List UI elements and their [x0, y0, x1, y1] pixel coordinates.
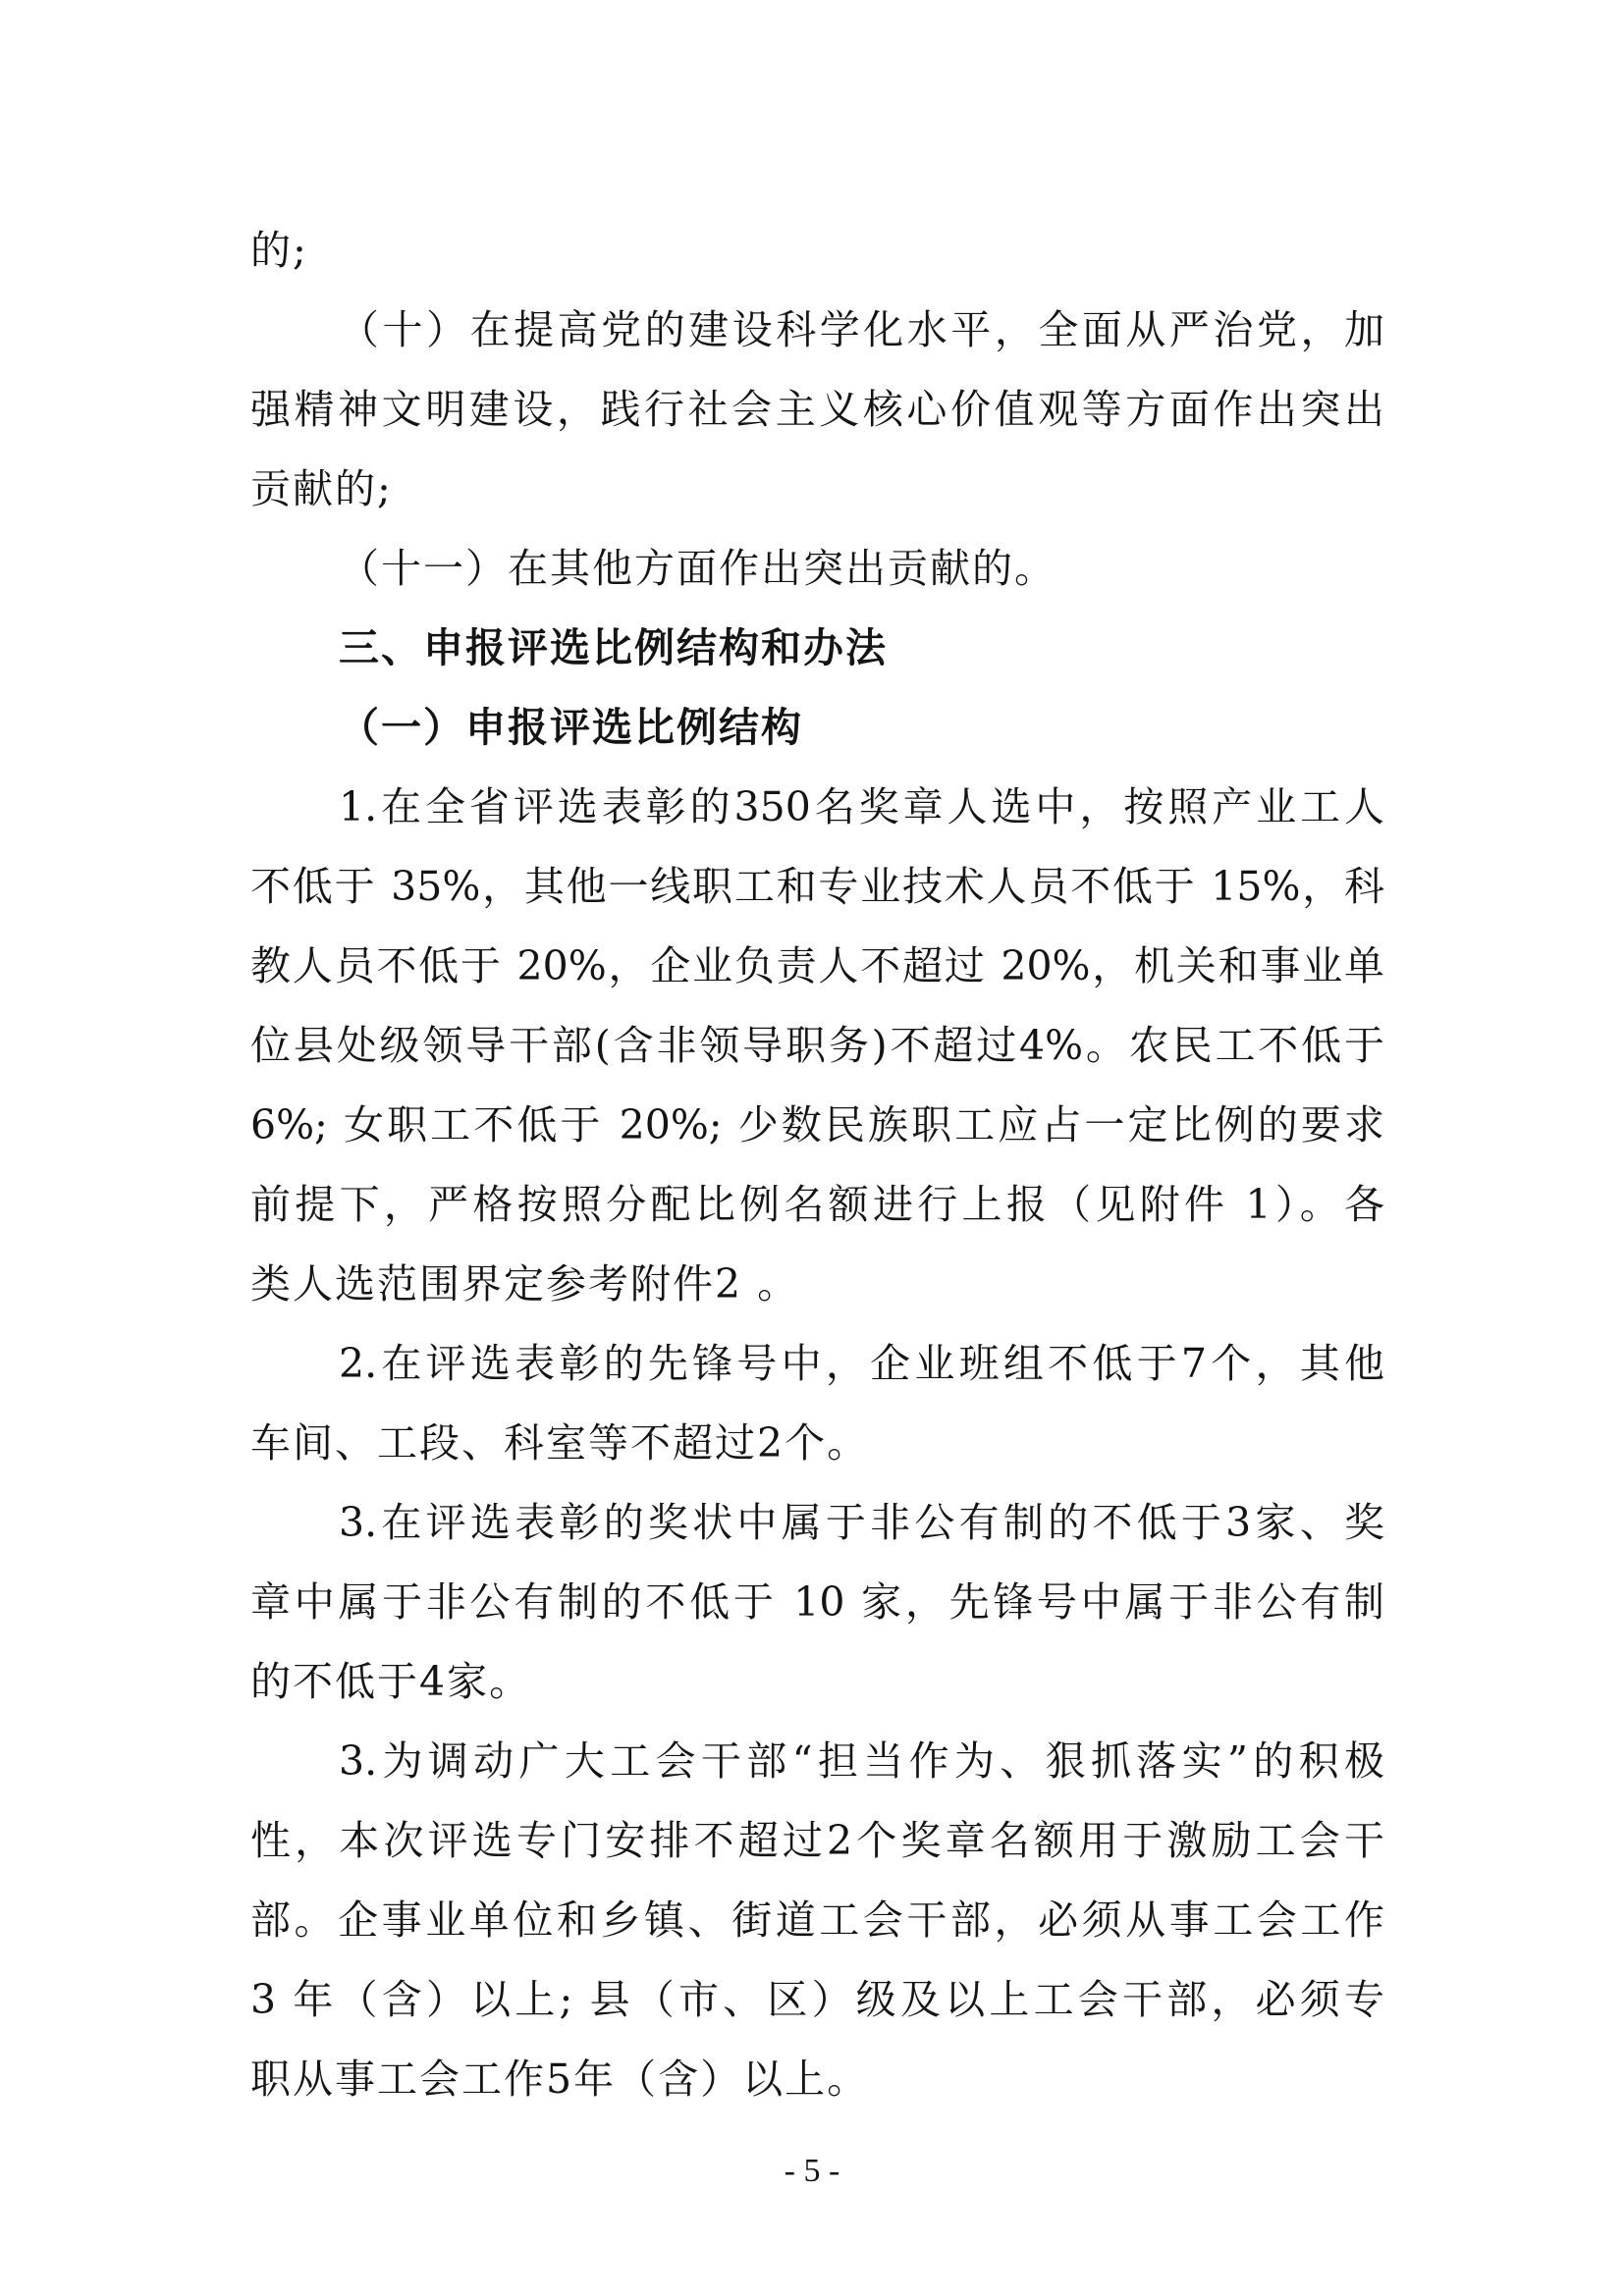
text-line: 部。企事业单位和乡镇、街道工会干部，必须从事工会工作	[250, 1896, 1384, 1944]
text-line: 3.在评选表彰的奖状中属于非公有制的不低于3家、奖	[339, 1499, 1384, 1546]
paragraph-rule-3b	[250, 1722, 1384, 2119]
text-line: 车间、工段、科室等不超过2个。	[250, 1419, 870, 1467]
text-line: 6%; 女职工不低于 20%; 少数民族职工应占一定比例的要求	[250, 1101, 1384, 1148]
text-line: 类人选范围界定参考附件2 。	[250, 1260, 800, 1308]
paragraph-rule-3	[250, 1483, 1384, 1722]
text-line: 章中属于非公有制的不低于 10 家，先锋号中属于非公有制	[250, 1578, 1384, 1626]
text-line: 3 年（含）以上; 县（市、区）级及以上工会干部，必须专	[250, 1976, 1384, 2023]
text-line: （十）在提高党的建设科学化水平，全面从严治党，加	[339, 306, 1384, 353]
text-line: 位县处级领导干部(含非领导职务)不超过4%。农民工不低于	[250, 1022, 1384, 1069]
paragraph-item-11	[250, 529, 1384, 609]
section-heading-text: 三、申报评选比例结构和办法	[339, 624, 888, 671]
text-line: 性，本次评选专门安排不超过2个奖章名额用于激励工会干	[250, 1817, 1384, 1864]
subsection-heading-text: （一）申报评选比例结构	[339, 704, 803, 751]
page-number: - 5 -	[784, 2153, 840, 2189]
text-line: 前提下，严格按照分配比例名额进行上报（见附件 1）。各	[250, 1181, 1384, 1228]
subsection-heading	[250, 688, 1384, 768]
text-line: 职从事工会工作5年（含）以上。	[250, 2056, 870, 2103]
paragraph-item-9-tail	[250, 211, 1384, 291]
paragraph-rule-1	[250, 768, 1384, 1324]
text-line: 1.在全省评选表彰的350名奖章人选中，按照产业工人	[339, 783, 1384, 830]
text-line: 的不低于4家。	[250, 1658, 532, 1705]
section-heading	[250, 609, 1384, 688]
text-line: 教人员不低于 20%，企业负责人不超过 20%，机关和事业单	[250, 942, 1384, 989]
text-line: 的;	[250, 227, 308, 274]
text-line: 强精神文明建设，践行社会主义核心价值观等方面作出突出	[250, 386, 1384, 433]
page-body	[250, 211, 1384, 2119]
text-line: （十一）在其他方面作出突出贡献的。	[339, 545, 1056, 592]
paragraph-rule-2	[250, 1324, 1384, 1483]
text-line: 3.为调动广大工会干部“担当作为、狠抓落实”的积极	[339, 1737, 1384, 1785]
text-line: 不低于 35%，其他一线职工和专业技术人员不低于 15%，科	[250, 863, 1384, 910]
text-line: 2.在评选表彰的先锋号中，企业班组不低于7个，其他	[339, 1340, 1384, 1387]
text-line: 贡献的;	[250, 465, 393, 512]
paragraph-item-10	[250, 291, 1384, 529]
